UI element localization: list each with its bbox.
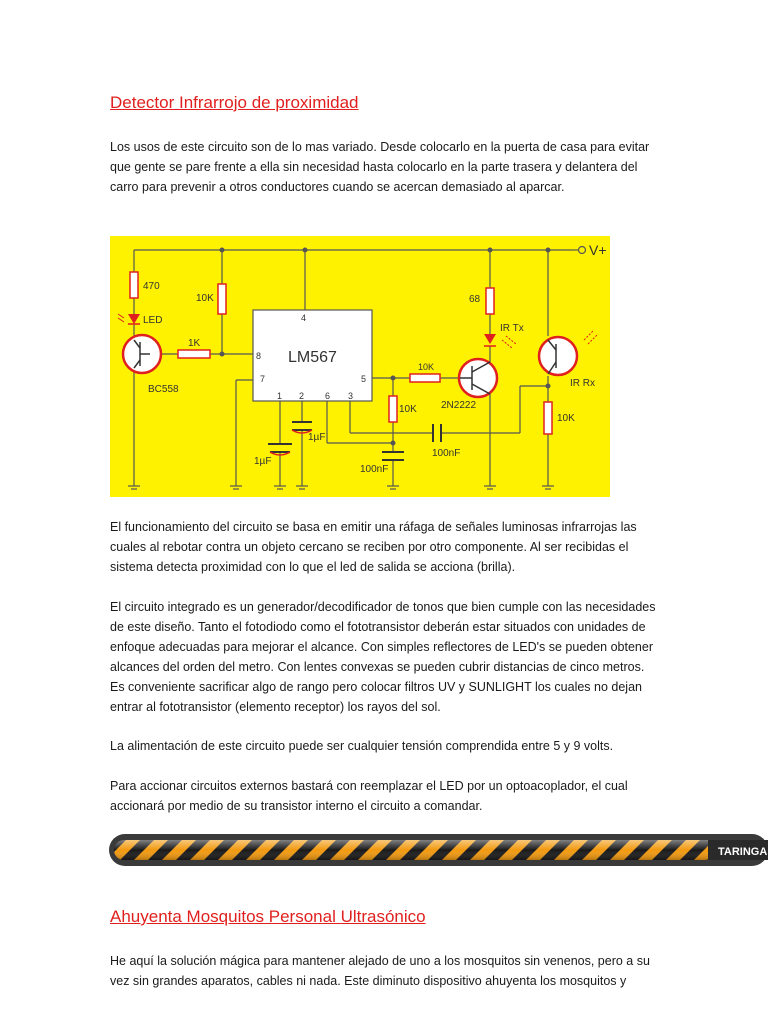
paragraph: He aquí la solución mágica para mantener alejado de uno a los mosquitos sin venenos, pero a su vez sin grandes aparatos, cables ni nada. Este diminuto dispositivo ahuyenta los mosquitos y: [110, 954, 650, 988]
label-irrx: IR Rx: [570, 378, 595, 389]
label-pin4: 4: [301, 313, 307, 323]
paragraph: Los usos de este circuito son de lo mas variado. Desde colocarlo en la puerta de casa para evitar que gente se pare frente a ella sin necesidad hasta colocarlo en la parte trasera y delantera del carro para prevenir a otros conductores cuando se acercan demasiado al aparcar.: [110, 140, 650, 194]
divider-brand: TARINGA: [718, 846, 768, 858]
label-pin5: 5: [361, 374, 367, 384]
section-title: Detector Infrarrojo de proximidad: [110, 93, 359, 112]
section-title: Ahuyenta Mosquitos Personal Ultrasónico: [110, 907, 426, 926]
supply-terminal: [579, 247, 586, 254]
label-r10k-mid: 10K: [399, 404, 417, 415]
label-r10k-pin5: 10K: [418, 362, 435, 372]
phototransistor-ir-rx: [539, 337, 577, 375]
label-bc558: BC558: [148, 384, 179, 395]
label-c100nf-a: 100nF: [360, 464, 389, 475]
circuit-diagram: [110, 236, 610, 497]
label-pin1: 1: [277, 391, 283, 401]
label-r68: 68: [469, 294, 481, 305]
label-pin8: 8: [256, 351, 262, 361]
label-pin6: 6: [325, 391, 331, 401]
label-ic: LM567: [288, 349, 337, 366]
label-pin2: 2: [299, 391, 305, 401]
label-c1uf-b: 1µF: [308, 432, 326, 443]
supply-label: V+: [589, 242, 607, 258]
hazard-divider: [108, 830, 768, 870]
paragraph: La alimentación de este circuito puede ser cualquier tensión comprendida entre 5 y 9 volts.: [110, 739, 614, 753]
paragraph: Para accionar circuitos externos bastará con reemplazar el LED por un optoacoplador, el cual accionará por medio de su transistor interno el circuito a comandar.: [110, 779, 628, 813]
paragraph: El funcionamiento del circuito se basa en emitir una ráfaga de señales luminosas infrarrojas las cuales al rebotar contra un objeto cercano se reciben por otro componente. Al ser recibidas el sistema detecta proximidad con lo que el led de salida se acciona (brilla).: [110, 520, 637, 574]
label-r1k: 1K: [188, 338, 201, 349]
label-c1uf-a: 1µF: [254, 456, 272, 467]
label-r10k-right: 10K: [557, 413, 575, 424]
paragraph: El circuito integrado es un generador/decodificador de tonos que bien cumple con las necesidades de este diseño. Tanto el fotodiodo como el fototransistor deberán estar situados con unidades de enfoque adecuadas para mejorar el alcance. Con simples reflectores de LED's se pueden obtener alcances del orden del metro. Con lentes convexas se pueden cubrir distancias de cinco metros. Es conveniente sacrificar algo de rango pero colocar filtros UV y SUNLIGHT los cuales no dejan entrar al fototransistor (elemento receptor) los rayos del sol.: [110, 600, 656, 714]
label-pin3: 3: [348, 391, 354, 401]
label-pin7: 7: [260, 374, 266, 384]
label-c100nf-b: 100nF: [432, 448, 461, 459]
label-led: LED: [143, 315, 163, 326]
label-r10k-top: 10K: [196, 293, 214, 304]
label-r470: 470: [143, 281, 160, 292]
label-irtx: IR Tx: [500, 323, 524, 334]
label-2n2222: 2N2222: [441, 400, 477, 411]
